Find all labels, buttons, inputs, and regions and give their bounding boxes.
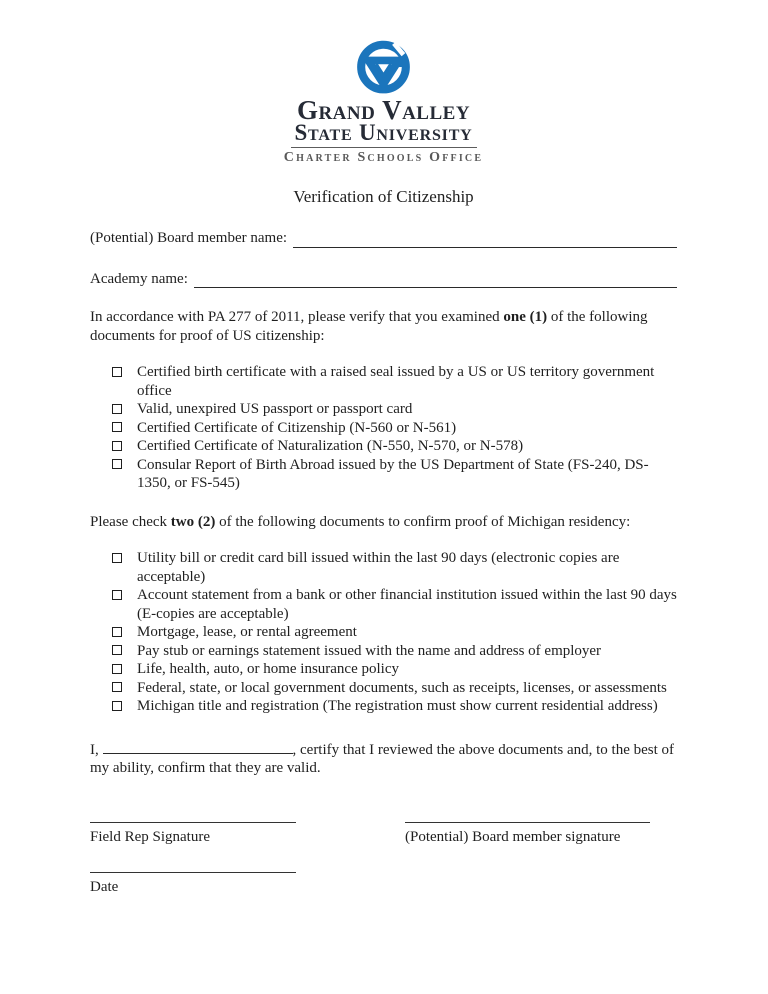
certification-post: , certify that I reviewed the above documents and, to the best of my ability, confirm that they are valid. <box>90 741 675 776</box>
gv-monogram-icon <box>355 40 412 96</box>
logo-wordmark-line2: State University <box>294 120 473 145</box>
checkbox-icon[interactable] <box>112 627 122 637</box>
checklist-item <box>112 419 677 438</box>
citizenship-intro-pre: In accordance with PA 277 of 2011, please verify that you examined <box>90 309 504 325</box>
academy-name-input-line[interactable] <box>194 273 677 288</box>
checkbox-icon[interactable] <box>112 553 122 563</box>
checklist-item <box>112 679 677 698</box>
citizenship-document-list <box>112 363 677 493</box>
checklist-item <box>112 549 677 586</box>
checkbox-icon[interactable] <box>112 441 122 451</box>
logo-office-name: Charter Schools Office <box>283 150 484 165</box>
date-block <box>90 872 677 897</box>
checklist-item-text: Mortgage, lease, or rental agreement <box>137 624 357 640</box>
residency-intro-post: of the following documents to confirm proof of Michigan residency: <box>215 513 631 530</box>
field-rep-signature-block <box>90 822 405 847</box>
checklist-item <box>112 642 677 661</box>
checklist-item <box>112 623 677 642</box>
citizenship-intro-post: of the following documents for proof of US citizenship: <box>90 309 648 344</box>
board-member-name-label: (Potential) Board member name: <box>90 230 288 246</box>
checkbox-icon[interactable] <box>112 367 122 377</box>
date-line[interactable] <box>90 872 296 873</box>
field-rep-signature-line[interactable] <box>90 822 296 823</box>
residency-intro <box>90 513 677 532</box>
checklist-item-text: Pay stub or earnings statement issued with the name and address of employer <box>137 642 602 659</box>
checklist-item-text: Certified Certificate of Naturalization (N-550, N-570, or N-578) <box>137 438 524 454</box>
checklist-item-text: Utility bill or credit card bill issued within the last 90 days (electronic copies are acceptable) <box>137 550 620 585</box>
checklist-item-text: Certified birth certificate with a raised seal issued by a US or US territory government office <box>137 364 655 399</box>
checkbox-icon[interactable] <box>112 664 122 674</box>
board-member-name-input-line[interactable] <box>293 233 677 248</box>
checkbox-icon[interactable] <box>112 682 122 692</box>
checklist-item <box>112 456 677 493</box>
checkbox-icon[interactable] <box>112 422 122 432</box>
page-title: Verification of Citizenship <box>293 187 474 206</box>
residency-intro-bold: two (2) <box>170 513 216 530</box>
checklist-item <box>112 586 677 623</box>
checklist-item-text: Account statement from a bank or other financial institution issued within the last 90 days (E-copies are acceptable) <box>137 587 677 622</box>
field-rep-signature-label: Field Rep Signature <box>90 828 210 845</box>
academy-name-row <box>90 270 677 289</box>
board-member-signature-block <box>405 822 677 847</box>
citizenship-intro-bold: one (1) <box>503 309 548 325</box>
checklist-item-text: Certified Certificate of Citizenship (N-560 or N-561) <box>137 419 457 436</box>
checklist-item <box>112 437 677 456</box>
checklist-item-text: Federal, state, or local government documents, such as receipts, licenses, or assessments <box>137 679 667 696</box>
logo-wordmark-line1: Grand Valley <box>296 95 471 125</box>
logo-divider <box>291 147 477 148</box>
checklist-item <box>112 400 677 419</box>
checklist-item <box>112 363 677 400</box>
board-member-signature-label: (Potential) Board member signature <box>405 828 621 845</box>
gvsu-logo <box>90 40 677 165</box>
certification-pre: I, <box>90 741 99 758</box>
checkbox-icon[interactable] <box>112 645 122 655</box>
board-member-signature-line[interactable] <box>405 822 650 823</box>
checklist-item-text: Life, health, auto, or home insurance policy <box>137 661 399 677</box>
certifier-name-input-line[interactable] <box>103 741 293 754</box>
checkbox-icon[interactable] <box>112 404 122 414</box>
citizenship-intro <box>90 308 677 345</box>
signature-section <box>90 822 677 847</box>
residency-intro-pre: Please check <box>90 513 171 530</box>
checkbox-icon[interactable] <box>112 590 122 600</box>
certification-statement <box>90 741 677 778</box>
date-label: Date <box>90 879 119 895</box>
checklist-item-text: Consular Report of Birth Abroad issued by the US Department of State (FS-240, DS-1350, or FS-545) <box>137 456 649 491</box>
board-member-name-row <box>90 229 677 248</box>
checkbox-icon[interactable] <box>112 701 122 711</box>
residency-document-list <box>112 549 677 716</box>
checklist-item <box>112 660 677 679</box>
checklist-item-text: Michigan title and registration (The registration must show current residential address) <box>137 698 658 714</box>
checklist-item-text: Valid, unexpired US passport or passport card <box>137 401 413 417</box>
checklist-item <box>112 697 677 716</box>
checkbox-icon[interactable] <box>112 459 122 469</box>
academy-name-label: Academy name: <box>90 270 188 287</box>
